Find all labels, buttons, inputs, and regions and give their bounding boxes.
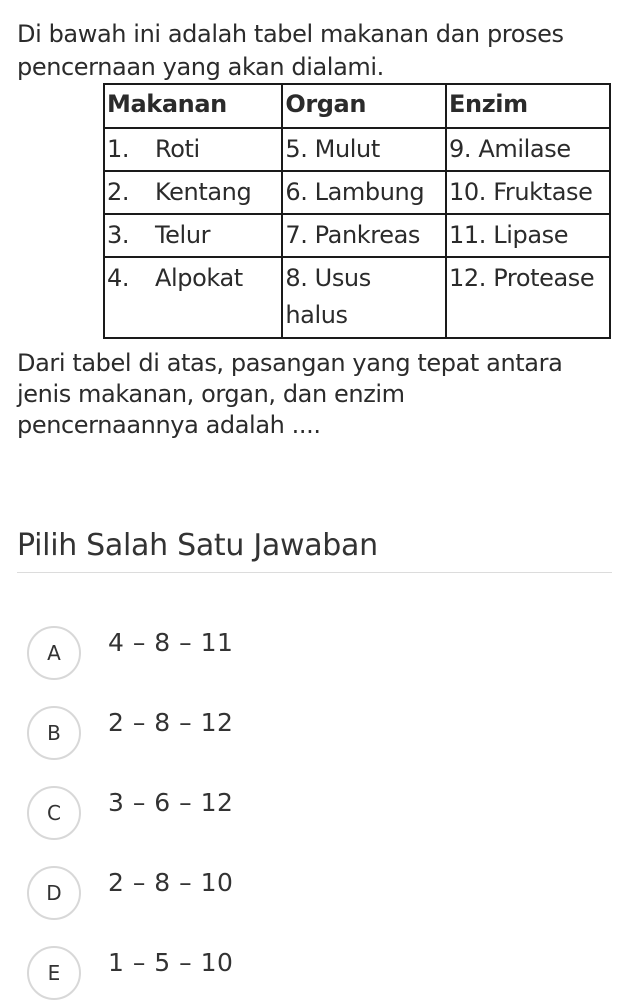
organ-line-1: 8. Usus bbox=[285, 264, 371, 292]
option-c[interactable] bbox=[27, 760, 587, 825]
option-text[interactable]: 3 – 6 – 12 bbox=[108, 788, 234, 817]
intro-line-2: pencernaan yang akan dialami. bbox=[17, 53, 384, 81]
option-b[interactable] bbox=[27, 680, 587, 745]
option-a[interactable] bbox=[27, 600, 587, 665]
food-number: 3. bbox=[107, 221, 130, 249]
table-row bbox=[104, 128, 610, 171]
food-number: 4. bbox=[107, 264, 130, 292]
organ-line-2: halus bbox=[285, 301, 348, 329]
header-organ: Organ bbox=[282, 84, 446, 128]
food-name: Roti bbox=[155, 135, 200, 163]
question-prompt bbox=[17, 348, 612, 441]
table-row bbox=[104, 214, 610, 257]
organ-cell bbox=[282, 257, 446, 338]
enzyme-cell: 12. Protease bbox=[446, 257, 610, 338]
food-cell bbox=[104, 257, 282, 338]
option-letter-badge[interactable]: E bbox=[27, 946, 81, 1000]
food-number: 2. bbox=[107, 178, 130, 206]
option-letter-badge[interactable]: C bbox=[27, 786, 81, 840]
organ-cell: 6. Lambung bbox=[282, 171, 446, 214]
table-row bbox=[104, 257, 610, 338]
food-number: 1. bbox=[107, 135, 130, 163]
option-letter-badge[interactable]: D bbox=[27, 866, 81, 920]
food-name: Alpokat bbox=[155, 264, 243, 292]
header-makanan: Makanan bbox=[104, 84, 282, 128]
food-name: Kentang bbox=[155, 178, 252, 206]
food-cell bbox=[104, 214, 282, 257]
header-enzim: Enzim bbox=[446, 84, 610, 128]
option-letter-badge[interactable]: A bbox=[27, 626, 81, 680]
enzyme-cell: 10. Fruktase bbox=[446, 171, 610, 214]
table-row bbox=[104, 171, 610, 214]
food-name: Telur bbox=[155, 221, 211, 249]
enzyme-cell: 9. Amilase bbox=[446, 128, 610, 171]
enzyme-cell: 11. Lipase bbox=[446, 214, 610, 257]
option-letter-badge[interactable]: B bbox=[27, 706, 81, 760]
prompt-line-1: Dari tabel di atas, pasangan yang tepat antara bbox=[17, 349, 563, 377]
question-intro bbox=[17, 18, 617, 84]
option-e[interactable] bbox=[27, 920, 587, 985]
option-text[interactable]: 2 – 8 – 12 bbox=[108, 708, 234, 737]
organ-cell: 7. Pankreas bbox=[282, 214, 446, 257]
answers-section-title: Pilih Salah Satu Jawaban bbox=[17, 528, 378, 563]
option-d[interactable] bbox=[27, 840, 587, 905]
table-header-row bbox=[104, 84, 610, 128]
option-text[interactable]: 1 – 5 – 10 bbox=[108, 948, 234, 977]
prompt-line-3: pencernaannya adalah .... bbox=[17, 411, 321, 439]
option-text[interactable]: 4 – 8 – 11 bbox=[108, 628, 234, 657]
prompt-line-2: jenis makanan, organ, dan enzim bbox=[17, 380, 405, 408]
option-text[interactable]: 2 – 8 – 10 bbox=[108, 868, 234, 897]
food-digestion-table bbox=[103, 83, 611, 339]
intro-line-1: Di bawah ini adalah tabel makanan dan proses bbox=[17, 20, 564, 48]
section-divider bbox=[17, 572, 612, 573]
food-cell bbox=[104, 171, 282, 214]
food-cell bbox=[104, 128, 282, 171]
organ-cell: 5. Mulut bbox=[282, 128, 446, 171]
